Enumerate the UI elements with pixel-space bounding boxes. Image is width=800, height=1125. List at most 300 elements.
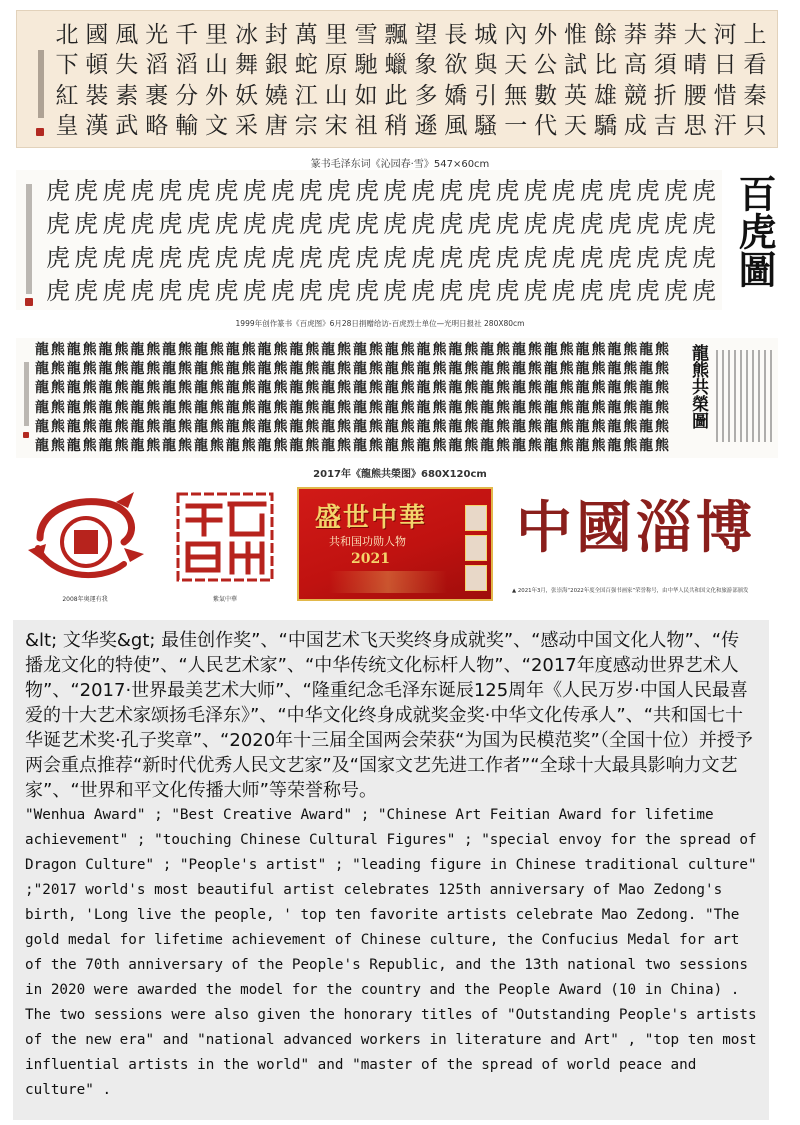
calligraphy-glyph: 熊 xyxy=(527,380,542,397)
caption-baihu: 1999年创作篆书《百虎图》6月28日捐赠给访-百虎烈士单位—光明日报社 280X80cm xyxy=(235,319,525,328)
calligraphy-glyph: 龍 xyxy=(448,438,463,455)
calligraphy-glyph: 龍 xyxy=(193,341,208,358)
calligraphy-glyph: 虎 xyxy=(214,243,239,272)
calligraphy-glyph: 河 xyxy=(713,21,737,48)
calligraphy-glyph: 虎 xyxy=(298,243,323,272)
calligraphy-glyph: 熊 xyxy=(209,418,224,435)
calligraphy-glyph: 龍 xyxy=(607,438,622,455)
calligraphy-glyph: 熊 xyxy=(559,360,574,377)
calligraphy-glyph: 龍 xyxy=(543,360,558,377)
calligraphy-glyph: 城 xyxy=(474,21,498,48)
calligraphy-glyph: 熊 xyxy=(623,438,638,455)
calligraphy-glyph: 封 xyxy=(264,21,288,48)
calligraphy-glyph: 惟 xyxy=(564,21,588,48)
calligraphy-glyph: 虎 xyxy=(383,210,408,239)
calligraphy-glyph: 虎 xyxy=(242,176,267,205)
calligraphy-glyph: 山 xyxy=(205,52,229,79)
calligraphy-glyph: 龍 xyxy=(34,418,49,435)
calligraphy-glyph: 蠟 xyxy=(384,52,408,79)
calligraphy-glyph: 龍 xyxy=(511,341,526,358)
calligraphy-glyph: 龍 xyxy=(98,341,113,358)
calligraphy-glyph: 熊 xyxy=(655,341,670,358)
inscription-block xyxy=(716,350,772,442)
calligraphy-glyph: 龍 xyxy=(384,438,399,455)
calligraphy-glyph: 虎 xyxy=(411,176,436,205)
calligraphy-glyph: 裝 xyxy=(85,82,109,109)
calligraphy-glyph: 龍 xyxy=(416,341,431,358)
calligraphy-glyph: 國 xyxy=(85,21,109,48)
calligraphy-glyph: 虎 xyxy=(186,176,211,205)
calligraphy-glyph: 吉 xyxy=(653,113,677,140)
calligraphy-glyph: 虎 xyxy=(298,210,323,239)
calligraphy-glyph: 虎 xyxy=(467,210,492,239)
calligraphy-glyph: 熊 xyxy=(337,438,352,455)
calligraphy-glyph: 文 xyxy=(205,113,229,140)
calligraphy-glyph: 紅 xyxy=(55,82,79,109)
calligraphy-glyph: 熊 xyxy=(241,438,256,455)
calligraphy-glyph: 漢 xyxy=(85,113,109,140)
calligraphy-glyph: 熊 xyxy=(464,341,479,358)
calligraphy-glyph: 虎 xyxy=(326,277,351,306)
calligraphy-glyph: 熊 xyxy=(114,341,129,358)
calligraphy-glyph: 熊 xyxy=(559,399,574,416)
calligraphy-glyph: 熊 xyxy=(432,399,447,416)
calligraphy-glyph: 熊 xyxy=(273,418,288,435)
calligraphy-glyph: 熊 xyxy=(432,418,447,435)
calligraphy-glyph: 熊 xyxy=(559,380,574,397)
calligraphy-glyph: 熊 xyxy=(241,418,256,435)
calligraphy-glyph: 與 xyxy=(474,52,498,79)
book-subtitle: 共和国功勋人物 xyxy=(329,535,406,548)
calligraphy-glyph: 高 xyxy=(623,52,647,79)
caption-qinyuanchun: 篆书毛泽东词《沁园春·雪》547×60cm xyxy=(310,159,490,170)
calligraphy-glyph: 龍 xyxy=(98,438,113,455)
calligraphy-glyph: 熊 xyxy=(82,399,97,416)
calligraphy-glyph: 欲 xyxy=(444,52,468,79)
calligraphy-glyph: 虎 xyxy=(691,210,716,239)
calligraphy-glyph: 龍 xyxy=(257,380,272,397)
calligraphy-glyph: 虎 xyxy=(270,243,295,272)
calligraphy-glyph: 龍 xyxy=(416,438,431,455)
calligraphy-glyph: 熊 xyxy=(178,399,193,416)
calligraphy-glyph: 熊 xyxy=(305,399,320,416)
calligraphy-glyph: 熊 xyxy=(432,360,447,377)
calligraphy-glyph: 天 xyxy=(504,52,528,79)
calligraphy-glyph: 宋 xyxy=(324,113,348,140)
calligraphy-glyph: 熊 xyxy=(496,418,511,435)
calligraphy-glyph: 熊 xyxy=(50,418,65,435)
calligraphy-glyph: 龍 xyxy=(607,399,622,416)
calligraphy-glyph: 虎 xyxy=(383,243,408,272)
calligraphy-glyph: 虎 xyxy=(495,277,520,306)
calligraphy-glyph: 虎 xyxy=(354,176,379,205)
calligraphy-glyph: 龍 xyxy=(575,418,590,435)
book-photo xyxy=(465,565,487,591)
artist-seal xyxy=(36,128,44,136)
calligraphy-glyph: 龍 xyxy=(130,438,145,455)
calligraphy-glyph: 莽 xyxy=(653,21,677,48)
calligraphy-glyph: 如 xyxy=(354,82,378,109)
calligraphy-glyph: 熊 xyxy=(241,360,256,377)
calligraphy-glyph: 熊 xyxy=(655,399,670,416)
calligraphy-glyph: 虎 xyxy=(439,210,464,239)
calligraphy-glyph: 長 xyxy=(444,21,468,48)
calligraphy-glyph: 皇 xyxy=(55,113,79,140)
calligraphy-glyph: 龍 xyxy=(575,380,590,397)
calligraphy-glyph: 龍 xyxy=(193,399,208,416)
calligraphy-glyph: 虎 xyxy=(186,277,211,306)
honors-text-zh: &lt; 文华奖&gt; 最佳创作奖”、“中国艺术飞天奖终身成就奖”、“感动中国文化人物”、“传播龙文化的特使”、“人民艺术家”、“中华传统文化标杆人物”、“2017年度感动世界艺术人物”、“2017·世界最美艺术大师”、“隆重纪念毛泽东诞辰125周年《人民万岁·中国人民最喜爱的十大艺术家颂扬毛泽东》”、“中华文化终身成就奖金奖·中华文化传承人”、“共和国七十华诞艺术奖·孔子奖章”、“2020年十三届全国两会荣获“为国为民模范奖”（全国十位）并授予两会重点推荐“新时代优秀人民文艺家”及“国家文艺先进工作者”“全球十大最具影响力文艺家”、“世界和平文化传播大师”等荣誉称号。 xyxy=(25,630,753,801)
calligraphy-glyph: 熊 xyxy=(337,360,352,377)
calligraphy-glyph: 虎 xyxy=(607,210,632,239)
calligraphy-glyph: 熊 xyxy=(178,360,193,377)
calligraphy-glyph: 龍 xyxy=(511,438,526,455)
calligraphy-glyph: 龍 xyxy=(289,438,304,455)
calligraphy-glyph: 惜 xyxy=(713,82,737,109)
calligraphy-glyph: 虎 xyxy=(102,210,127,239)
calligraphy-glyph: 熊 xyxy=(209,438,224,455)
calligraphy-glyph: 龍 xyxy=(257,360,272,377)
calligraphy-glyph: 龍 xyxy=(352,438,367,455)
calligraphy-glyph: 虎 xyxy=(158,277,183,306)
calligraphy-glyph: 熊 xyxy=(114,399,129,416)
china-zibo-title: 中國淄博 xyxy=(516,495,756,561)
calligraphy-glyph: 龍 xyxy=(34,399,49,416)
calligraphy-glyph: 思 xyxy=(683,113,707,140)
calligraphy-glyph: 北 xyxy=(55,21,79,48)
calligraphy-glyph: 冰 xyxy=(234,21,258,48)
china-zibo-caption: ▲ 2021年3月，张崇海“2022年度全国百强书画家”荣誉称号，由中华人民共和国文化和旅游部颁发 xyxy=(512,588,749,594)
calligraphy-glyph: 熊 xyxy=(432,380,447,397)
calligraphy-glyph: 龍 xyxy=(34,360,49,377)
calligraphy-glyph: 熊 xyxy=(368,341,383,358)
calligraphy-glyph: 汗 xyxy=(713,113,737,140)
calligraphy-glyph: 龍 xyxy=(289,360,304,377)
calligraphy-glyph: 龍 xyxy=(511,380,526,397)
calligraphy-glyph: 龍 xyxy=(448,360,463,377)
calligraphy-glyph: 熊 xyxy=(209,380,224,397)
calligraphy-glyph: 公 xyxy=(534,52,558,79)
calligraphy-glyph: 虎 xyxy=(158,176,183,205)
calligraphy-longxiong xyxy=(16,338,778,458)
calligraphy-glyph: 上 xyxy=(743,21,767,48)
calligraphy-glyph: 數 xyxy=(534,82,558,109)
calligraphy-glyph: 熊 xyxy=(591,399,606,416)
calligraphy-glyph: 虎 xyxy=(46,210,71,239)
calligraphy-glyph: 熊 xyxy=(623,418,638,435)
calligraphy-glyph: 熊 xyxy=(209,341,224,358)
calligraphy-glyph: 熊 xyxy=(464,418,479,435)
calligraphy-glyph: 熊 xyxy=(527,360,542,377)
calligraphy-glyph: 熊 xyxy=(368,418,383,435)
book-photo xyxy=(465,535,487,561)
calligraphy-glyph: 龍 xyxy=(66,360,81,377)
calligraphy-glyph: 虎 xyxy=(439,277,464,306)
calligraphy-glyph: 龍 xyxy=(321,380,336,397)
calligraphy-glyph: 熊 xyxy=(496,438,511,455)
calligraphy-glyph: 熊 xyxy=(114,438,129,455)
calligraphy-glyph: 熊 xyxy=(50,360,65,377)
calligraphy-glyph: 虎 xyxy=(242,277,267,306)
calligraphy-glyph: 熊 xyxy=(50,399,65,416)
calligraphy-glyph: 熊 xyxy=(527,418,542,435)
calligraphy-glyph: 虎 xyxy=(214,277,239,306)
calligraphy-glyph: 虎 xyxy=(523,243,548,272)
calligraphy-glyph: 熊 xyxy=(82,360,97,377)
calligraphy-glyph: 龍 xyxy=(352,341,367,358)
signature-column xyxy=(26,184,32,294)
calligraphy-glyph: 虎 xyxy=(691,176,716,205)
calligraphy-glyph: 熊 xyxy=(305,438,320,455)
calligraphy-glyph: 熊 xyxy=(178,380,193,397)
calligraphy-glyph: 龍 xyxy=(575,399,590,416)
calligraphy-glyph: 熊 xyxy=(178,438,193,455)
calligraphy-glyph: 只 xyxy=(743,113,767,140)
calligraphy-glyph: 龍 xyxy=(352,380,367,397)
calligraphy-glyph: 虎 xyxy=(551,210,576,239)
calligraphy-glyph: 虎 xyxy=(551,176,576,205)
dragon-emblem-icon xyxy=(20,488,150,588)
calligraphy-glyph: 熊 xyxy=(146,399,161,416)
calligraphy-glyph: 虎 xyxy=(663,277,688,306)
calligraphy-glyph: 熊 xyxy=(368,360,383,377)
calligraphy-glyph: 象 xyxy=(414,52,438,79)
calligraphy-glyph: 龍 xyxy=(225,380,240,397)
calligraphy-glyph: 龍 xyxy=(543,341,558,358)
calligraphy-glyph: 虎 xyxy=(186,243,211,272)
calligraphy-glyph: 龍 xyxy=(416,418,431,435)
calligraphy-baihu xyxy=(16,170,722,310)
calligraphy-glyph: 熊 xyxy=(496,360,511,377)
calligraphy-glyph: 虎 xyxy=(298,176,323,205)
calligraphy-glyph: 熊 xyxy=(146,418,161,435)
calligraphy-glyph: 須 xyxy=(653,52,677,79)
calligraphy-glyph: 熊 xyxy=(527,399,542,416)
calligraphy-glyph: 虎 xyxy=(551,277,576,306)
calligraphy-glyph: 龍 xyxy=(162,341,177,358)
calligraphy-glyph: 熊 xyxy=(432,438,447,455)
calligraphy-glyph: 熊 xyxy=(400,341,415,358)
calligraphy-glyph: 龍 xyxy=(416,399,431,416)
calligraphy-glyph: 裹 xyxy=(145,82,169,109)
calligraphy-glyph: 龍 xyxy=(98,418,113,435)
calligraphy-glyph: 熊 xyxy=(82,380,97,397)
calligraphy-glyph: 外 xyxy=(534,21,558,48)
calligraphy-glyph: 外 xyxy=(205,82,229,109)
calligraphy-glyph: 光 xyxy=(145,21,169,48)
calligraphy-glyph: 龍 xyxy=(639,360,654,377)
calligraphy-glyph: 祖 xyxy=(354,113,378,140)
calligraphy-glyph: 虎 xyxy=(130,243,155,272)
calligraphy-glyph: 秦 xyxy=(743,82,767,109)
calligraphy-glyph: 虎 xyxy=(635,210,660,239)
artist-seal xyxy=(23,432,29,438)
calligraphy-glyph: 虎 xyxy=(383,176,408,205)
calligraphy-glyph: 龍 xyxy=(480,360,495,377)
calligraphy-glyph: 龍 xyxy=(511,360,526,377)
calligraphy-glyph: 龍 xyxy=(162,438,177,455)
calligraphy-glyph: 下 xyxy=(55,52,79,79)
calligraphy-glyph: 熊 xyxy=(464,360,479,377)
calligraphy-glyph: 熊 xyxy=(400,399,415,416)
calligraphy-glyph: 虎 xyxy=(691,277,716,306)
calligraphy-glyph: 成 xyxy=(623,113,647,140)
calligraphy-glyph: 龍 xyxy=(193,438,208,455)
calligraphy-glyph: 龍 xyxy=(448,399,463,416)
calligraphy-glyph: 熊 xyxy=(305,418,320,435)
calligraphy-glyph: 熊 xyxy=(496,380,511,397)
calligraphy-glyph: 虎 xyxy=(270,277,295,306)
calligraphy-glyph: 龍 xyxy=(225,341,240,358)
calligraphy-glyph: 龍 xyxy=(162,399,177,416)
calligraphy-glyph: 熊 xyxy=(114,360,129,377)
calligraphy-glyph: 略 xyxy=(145,113,169,140)
calligraphy-glyph: 虎 xyxy=(186,210,211,239)
honors-text-box xyxy=(13,620,769,1120)
calligraphy-glyph: 熊 xyxy=(400,438,415,455)
calligraphy-glyph: 妖 xyxy=(234,82,258,109)
calligraphy-glyph: 虎 xyxy=(663,210,688,239)
calligraphy-glyph: 龍 xyxy=(193,380,208,397)
calligraphy-glyph: 熊 xyxy=(337,341,352,358)
calligraphy-glyph: 龍 xyxy=(511,418,526,435)
calligraphy-glyph: 此 xyxy=(384,82,408,109)
calligraphy-glyph: 熊 xyxy=(241,380,256,397)
dragon-emblem xyxy=(20,488,150,603)
calligraphy-glyph: 龍 xyxy=(639,399,654,416)
calligraphy-glyph: 熊 xyxy=(114,380,129,397)
calligraphy-glyph: 龍 xyxy=(321,438,336,455)
book-year: 2021 xyxy=(351,551,390,567)
calligraphy-glyph: 龍 xyxy=(575,341,590,358)
calligraphy-glyph: 龍 xyxy=(130,399,145,416)
calligraphy-glyph: 里 xyxy=(324,21,348,48)
book-photo xyxy=(465,505,487,531)
calligraphy-glyph: 虎 xyxy=(523,277,548,306)
calligraphy-glyph: 腰 xyxy=(683,82,707,109)
calligraphy-glyph: 龍 xyxy=(66,341,81,358)
calligraphy-glyph: 龍 xyxy=(289,341,304,358)
side-title-baihu: 百虎圖 xyxy=(732,174,777,288)
calligraphy-glyph: 龍 xyxy=(257,438,272,455)
calligraphy-glyph: 虎 xyxy=(214,210,239,239)
calligraphy-glyph: 龍 xyxy=(480,399,495,416)
calligraphy-glyph: 莽 xyxy=(623,21,647,48)
calligraphy-glyph: 龍 xyxy=(352,399,367,416)
calligraphy-glyph: 虎 xyxy=(663,243,688,272)
calligraphy-glyph: 嬌 xyxy=(444,82,468,109)
calligraphy-glyph: 龍 xyxy=(384,418,399,435)
calligraphy-glyph: 熊 xyxy=(146,360,161,377)
signature-column xyxy=(24,362,29,426)
calligraphy-glyph: 熊 xyxy=(273,380,288,397)
calligraphy-glyph: 熊 xyxy=(273,399,288,416)
calligraphy-glyph: 熊 xyxy=(464,438,479,455)
calligraphy-glyph: 龍 xyxy=(607,418,622,435)
calligraphy-glyph: 熊 xyxy=(146,341,161,358)
calligraphy-glyph: 熊 xyxy=(146,438,161,455)
calligraphy-glyph: 熊 xyxy=(655,438,670,455)
calligraphy-glyph: 龍 xyxy=(66,399,81,416)
calligraphy-glyph: 熊 xyxy=(337,418,352,435)
calligraphy-glyph: 龍 xyxy=(162,360,177,377)
calligraphy-glyph: 熊 xyxy=(368,438,383,455)
calligraphy-glyph: 龍 xyxy=(193,360,208,377)
calligraphy-glyph: 龍 xyxy=(66,418,81,435)
calligraphy-glyph: 龍 xyxy=(257,418,272,435)
calligraphy-glyph: 一 xyxy=(504,113,528,140)
calligraphy-glyph: 熊 xyxy=(655,360,670,377)
calligraphy-glyph: 龍 xyxy=(289,418,304,435)
calligraphy-glyph: 素 xyxy=(115,82,139,109)
calligraphy-glyph: 山 xyxy=(324,82,348,109)
calligraphy-glyph: 天 xyxy=(564,113,588,140)
calligraphy-glyph: 龍 xyxy=(639,341,654,358)
calligraphy-glyph: 龍 xyxy=(448,380,463,397)
calligraphy-glyph: 熊 xyxy=(368,380,383,397)
calligraphy-glyph: 虎 xyxy=(579,277,604,306)
calligraphy-glyph: 虎 xyxy=(354,243,379,272)
calligraphy-glyph: 虎 xyxy=(130,277,155,306)
calligraphy-glyph: 虎 xyxy=(270,176,295,205)
calligraphy-glyph: 熊 xyxy=(82,438,97,455)
calligraphy-glyph: 熊 xyxy=(337,380,352,397)
calligraphy-glyph: 熊 xyxy=(655,418,670,435)
calligraphy-glyph: 龍 xyxy=(289,380,304,397)
calligraphy-glyph: 龍 xyxy=(416,380,431,397)
calligraphy-glyph: 龍 xyxy=(607,380,622,397)
calligraphy-glyph: 龍 xyxy=(448,418,463,435)
calligraphy-glyph: 英 xyxy=(564,82,588,109)
calligraphy-glyph: 龍 xyxy=(225,360,240,377)
calligraphy-glyph: 熊 xyxy=(591,360,606,377)
calligraphy-glyph: 熊 xyxy=(591,380,606,397)
calligraphy-glyph: 龍 xyxy=(130,418,145,435)
side-title-longxiong: 龍熊共榮圖 xyxy=(688,344,708,429)
calligraphy-glyph: 龍 xyxy=(575,360,590,377)
calligraphy-glyph: 熊 xyxy=(50,380,65,397)
calligraphy-glyph: 熊 xyxy=(337,399,352,416)
calligraphy-glyph: 龍 xyxy=(257,341,272,358)
calligraphy-glyph: 萬 xyxy=(294,21,318,48)
seal-stamp-caption: 紫氣中華 xyxy=(212,596,237,603)
calligraphy-glyph: 熊 xyxy=(559,438,574,455)
calligraphy-glyph: 熊 xyxy=(655,380,670,397)
calligraphy-glyph: 虎 xyxy=(326,176,351,205)
calligraphy-glyph: 虎 xyxy=(495,210,520,239)
calligraphy-glyph: 熊 xyxy=(623,360,638,377)
calligraphy-glyph: 熊 xyxy=(50,341,65,358)
calligraphy-glyph: 龍 xyxy=(321,360,336,377)
calligraphy-glyph: 虎 xyxy=(242,243,267,272)
calligraphy-glyph: 虎 xyxy=(691,243,716,272)
calligraphy-glyph: 龍 xyxy=(543,399,558,416)
calligraphy-glyph: 虎 xyxy=(495,243,520,272)
calligraphy-glyph: 熊 xyxy=(305,360,320,377)
calligraphy-glyph: 熊 xyxy=(496,341,511,358)
calligraphy-glyph: 虎 xyxy=(158,243,183,272)
calligraphy-glyph: 虎 xyxy=(523,210,548,239)
calligraphy-glyph: 虎 xyxy=(579,176,604,205)
calligraphy-glyph: 失 xyxy=(115,52,139,79)
calligraphy-glyph: 熊 xyxy=(591,418,606,435)
calligraphy-glyph: 龍 xyxy=(257,399,272,416)
calligraphy-glyph: 熊 xyxy=(559,341,574,358)
calligraphy-glyph: 虎 xyxy=(354,277,379,306)
calligraphy-glyph: 千 xyxy=(175,21,199,48)
calligraphy-glyph: 龍 xyxy=(289,399,304,416)
seal-stamp xyxy=(170,490,280,603)
